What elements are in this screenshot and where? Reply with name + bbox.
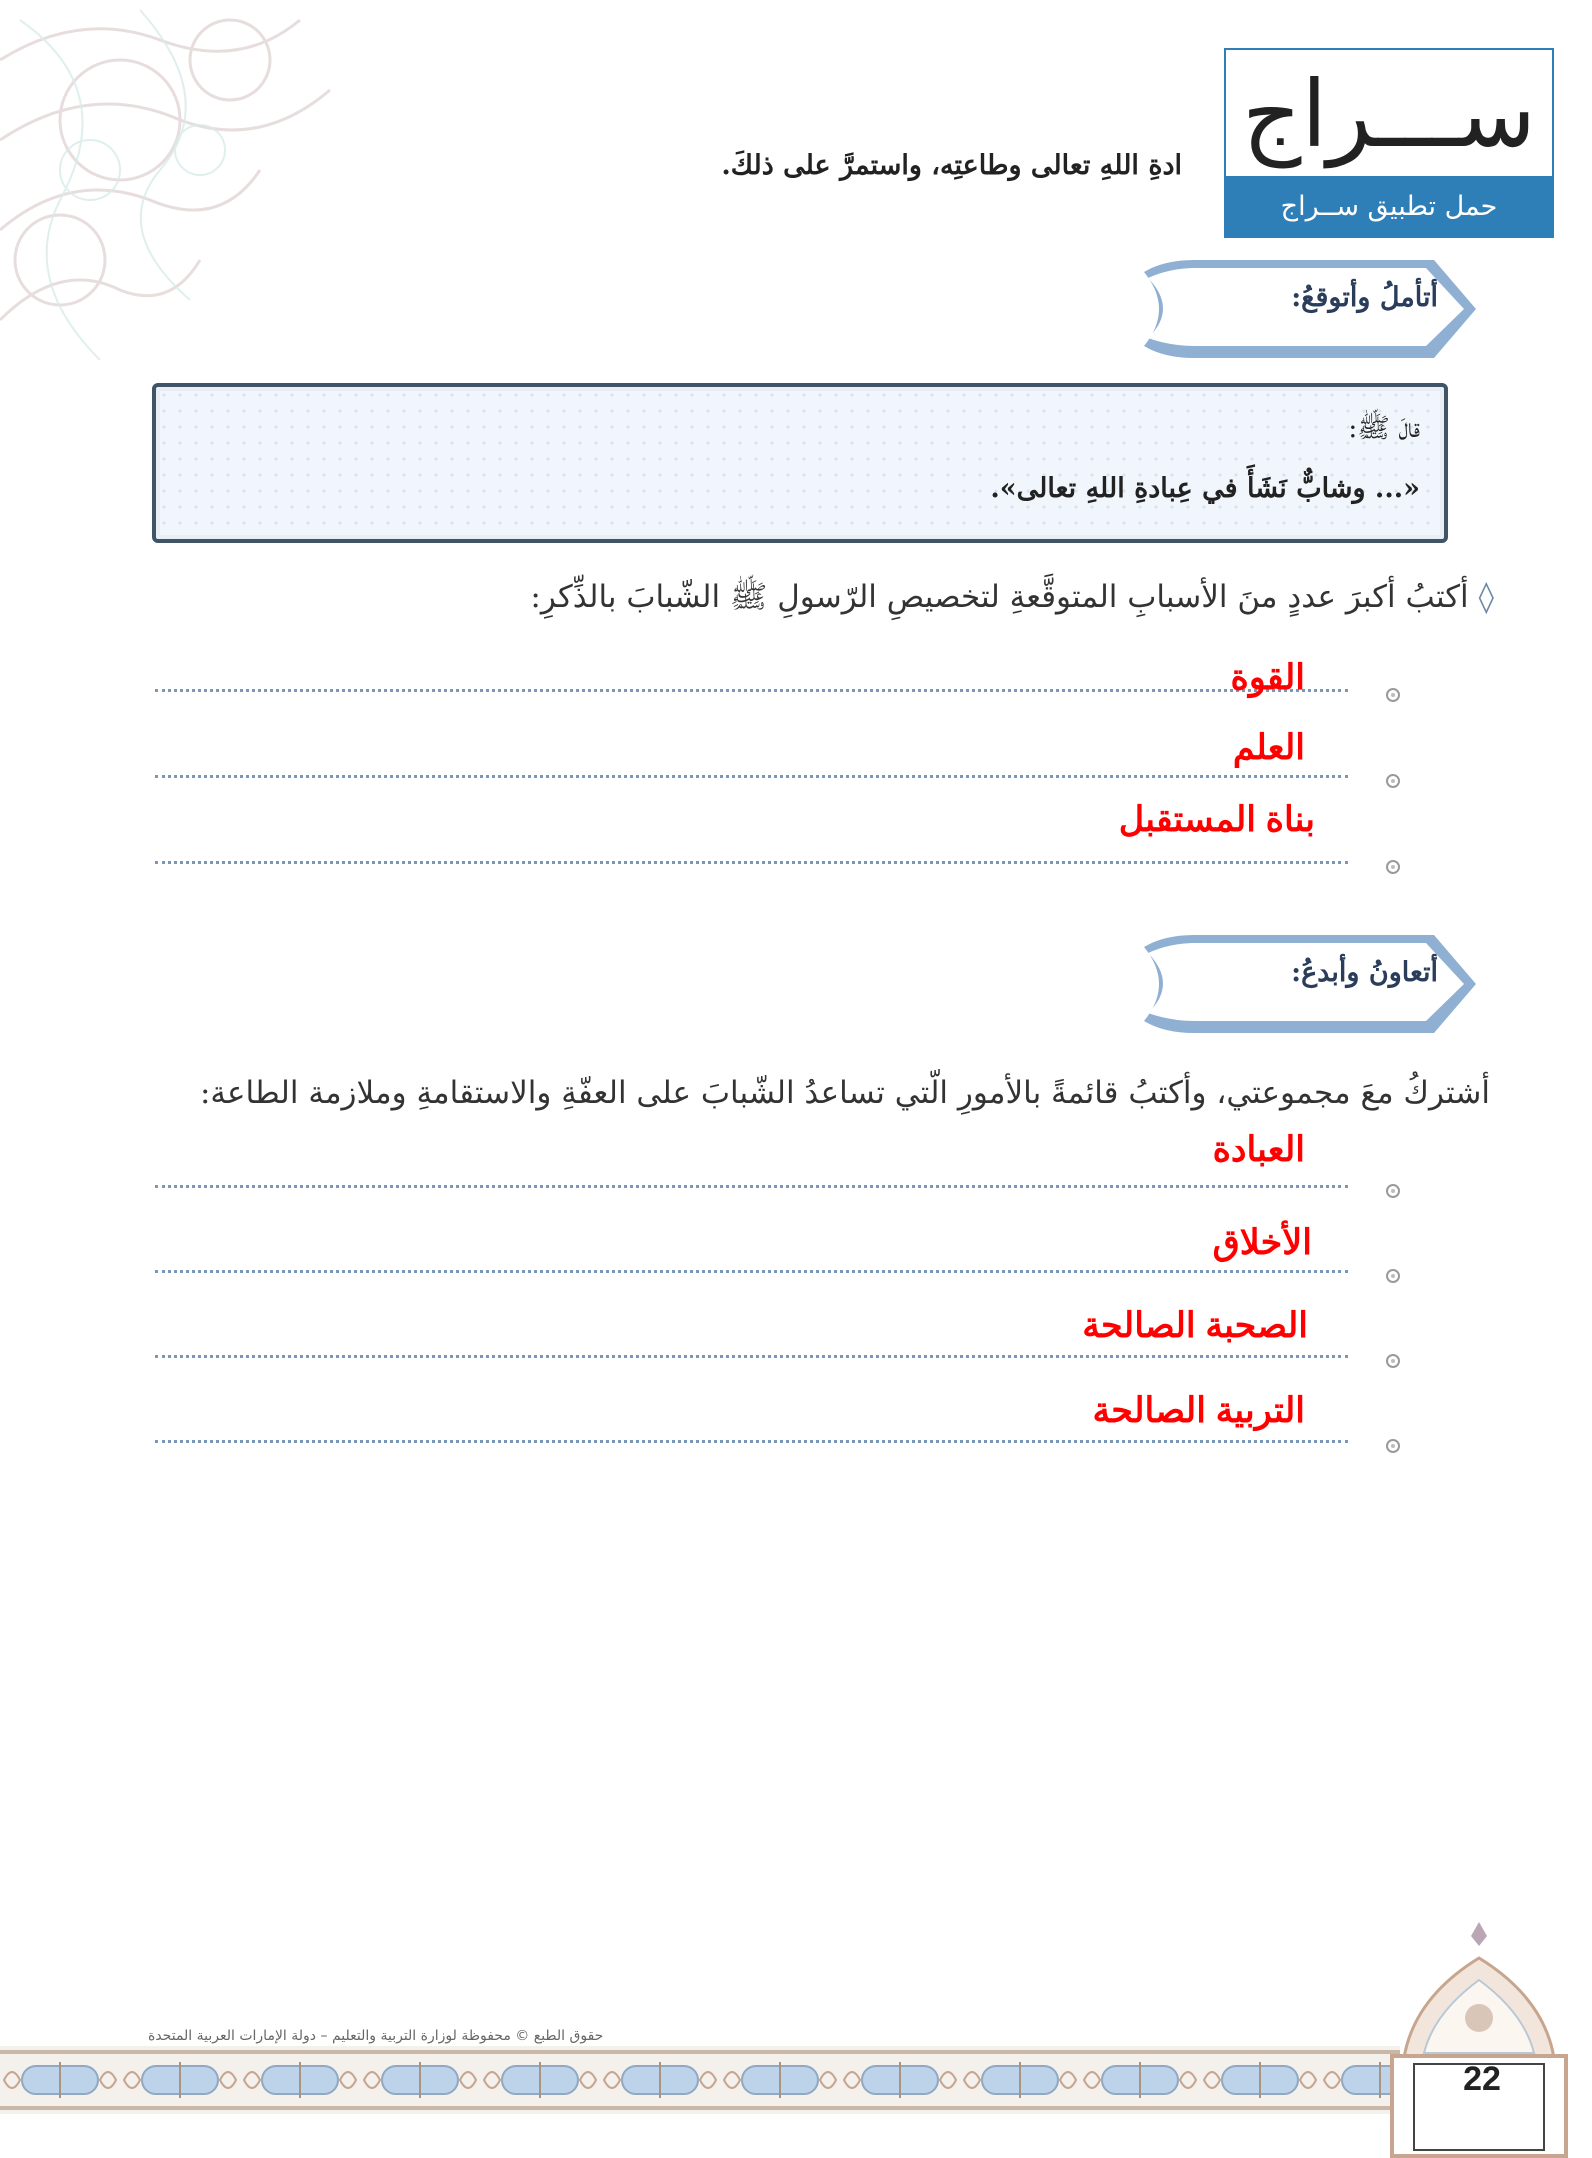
section-tab-label: أتأملُ وأتوقعُ:	[1291, 282, 1438, 313]
answer-text: القوة	[1230, 658, 1305, 697]
copyright-notice: حقوق الطبع © محفوظة لوزارة التربية والتعليم – دولة الإمارات العربية المتحدة	[148, 2028, 604, 2044]
answer-text: الأخلاق	[1212, 1223, 1312, 1262]
dotted-line	[155, 1440, 1348, 1443]
answer-text: العلم	[1232, 728, 1305, 767]
answer-text: بناة المستقبل	[1118, 800, 1315, 839]
intro-text-fragment: ادةِ اللهِ تعالى وطاعتِه، واستمرَّ على ذلكَ.	[721, 150, 1182, 181]
answer-text: الصحبة الصالحة	[1082, 1306, 1308, 1345]
question-reasons	[530, 578, 1494, 623]
hadith-box	[152, 383, 1448, 543]
dotted-line	[155, 1185, 1348, 1188]
answer-line[interactable]	[155, 718, 1400, 778]
section-tab-reflect	[1134, 250, 1484, 368]
answer-line[interactable]	[155, 1383, 1400, 1443]
answer-line[interactable]	[155, 632, 1400, 697]
decorative-border-strip	[0, 2046, 1400, 2114]
dotted-line	[155, 775, 1348, 778]
hadith-intro: قالَ ﷺ:	[1348, 413, 1420, 444]
page-number: 22	[1463, 2060, 1501, 2098]
section-tab-label: أتعاونُ وأبدعُ:	[1291, 957, 1438, 988]
diamond-bullet-icon: ◊	[1478, 579, 1494, 615]
siraj-logo[interactable]	[1224, 48, 1554, 238]
page-number-frame	[1384, 1918, 1574, 2158]
answer-line[interactable]	[155, 1298, 1400, 1358]
circle-bullet-icon	[1386, 860, 1400, 874]
dotted-line	[155, 689, 1348, 692]
question-list: أشتركُ معَ مجموعتي، وأكتبُ قائمةً بالأمورِ الّتي تساعدُ الشّبابَ على العفّةِ والاستقامةِ وملازمة الطاعة:	[199, 1075, 1490, 1111]
circle-bullet-icon	[1386, 1439, 1400, 1453]
answer-text: العبادة	[1212, 1130, 1305, 1169]
corner-ornament	[0, 0, 400, 420]
circle-bullet-icon	[1386, 688, 1400, 702]
answer-text: التربية الصالحة	[1092, 1391, 1305, 1430]
siraj-logo-title: ســـراج	[1242, 61, 1536, 168]
hadith-text: «... وشابٌّ نَشَأَ في عِبادةِ اللهِ تعالى».	[990, 473, 1420, 504]
answer-line[interactable]	[155, 800, 1400, 864]
dotted-line	[155, 1355, 1348, 1358]
circle-bullet-icon	[1386, 1354, 1400, 1368]
circle-bullet-icon	[1386, 1184, 1400, 1198]
question-text: أكتبُ أكبرَ عددٍ منَ الأسبابِ المتوقَّعةِ لتخصيصِ الرّسولِ ﷺ الشّبابَ بالذِّكرِ:	[530, 579, 1469, 615]
dotted-line	[155, 1270, 1348, 1273]
section-tab-collaborate	[1134, 925, 1484, 1043]
siraj-app-banner: حمل تطبيق ســراج	[1226, 176, 1552, 236]
circle-bullet-icon	[1386, 774, 1400, 788]
answer-line[interactable]	[155, 1213, 1400, 1273]
circle-bullet-icon	[1386, 1269, 1400, 1283]
dotted-line	[155, 861, 1348, 864]
answer-line[interactable]	[155, 1128, 1400, 1188]
